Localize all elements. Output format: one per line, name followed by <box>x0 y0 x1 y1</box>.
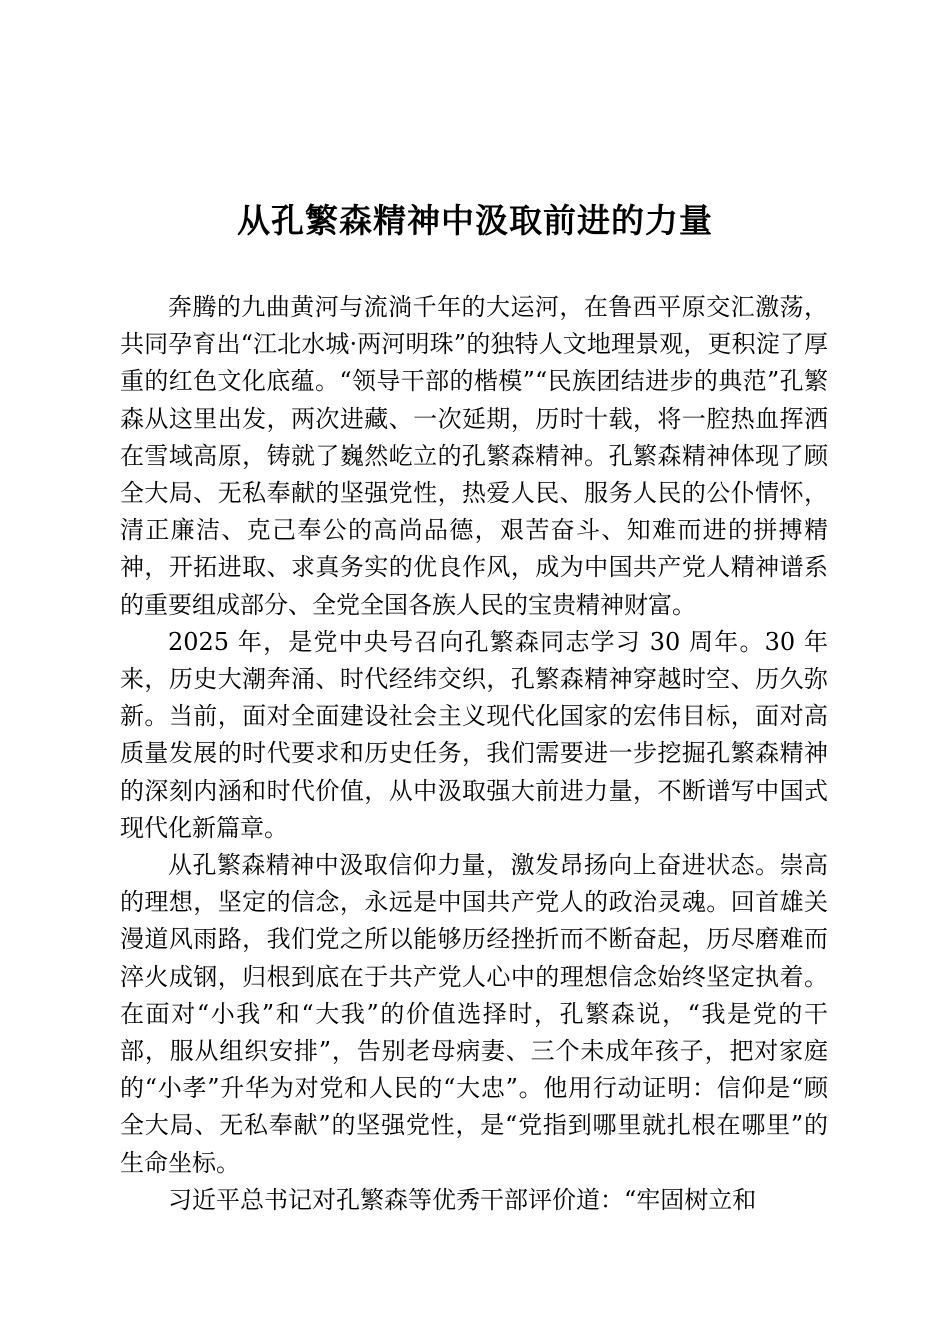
document-body <box>120 289 828 1219</box>
paragraph-3: 从孔繁森精神中汲取信仰力量，激发昂扬向上奋进状态。崇高的理想，坚定的信念，永远是中国共产党人的政治灵魂。回首雄关漫道风雨路，我们党之所以能够历经挫折而不断奋起，历尽磨难而淬火成钢，归根到底在于共产党人心中的理想信念始终坚定执着。在面对“小我”和“大我”的价值选择时，孔繁森说，“我是党的干部，服从组织安排”，告别老母病妻、三个未成年孩子，把对家庭的“小孝”升华为对党和人民的“大忠”。他用行动证明：信仰是“顾全大局、无私奉献”的坚强党性，是“党指到哪里就扎根在哪里”的生命坐标。 <box>120 851 828 1177</box>
paragraph-1: 奔腾的九曲黄河与流淌千年的大运河，在鲁西平原交汇激荡，共同孕育出“江北水城·两河明珠”的独特人文地理景观，更积淀了厚重的红色文化底蕴。“领导干部的楷模”“民族团结进步的典范”孔繁森从这里出发，两次进藏、一次延期，历时十载，将一腔热血挥洒在雪域高原，铸就了巍然屹立的孔繁森精神。孔繁森精神体现了顾全大局、无私奉献的坚强党性，热爱人民、服务人民的公仆情怀，清正廉洁、克己奉公的高尚品德，艰苦奋斗、知难而进的拼搏精神，开拓进取、求真务实的优良作风，成为中国共产党人精神谱系的重要组成部分、全党全国各族人民的宝贵精神财富。 <box>120 293 828 619</box>
document-title: 从孔繁森精神中汲取前进的力量 <box>237 201 713 240</box>
paragraph-2: 2025 年，是党中央号召向孔繁森同志学习 30 周年。30 年来，历史大潮奔涌、时代经纬交织，孔繁森精神穿越时空、历久弥新。当前，面对全面建设社会主义现代化国家的宏伟目标，面对高质量发展的时代要求和历史任务，我们需要进一步挖掘孔繁森精神的深刻内涵和时代价值，从中汲取强大前进力量，不断谱写中国式现代化新篇章。 <box>120 627 828 842</box>
paragraph-4: 习近平总书记对孔繁森等优秀干部评价道：“牢固树立和 <box>168 1185 757 1214</box>
